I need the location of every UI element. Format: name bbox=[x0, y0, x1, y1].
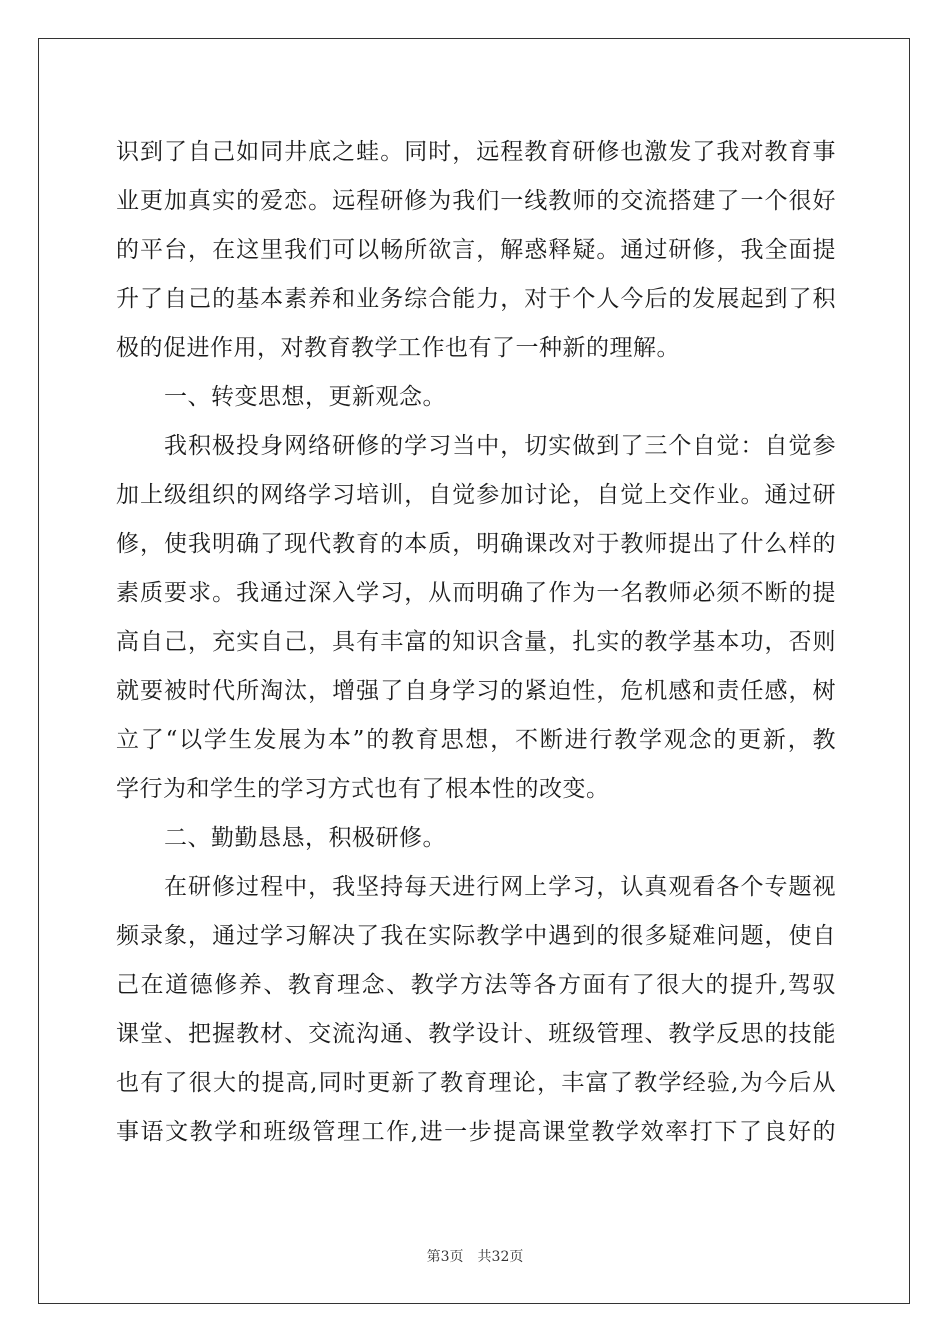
page-footer bbox=[0, 1246, 950, 1266]
text-line: 学行为和学生的学习方式也有了根本性的改变。 bbox=[116, 776, 610, 802]
text-line: 识到了自己如同井底之蛙。同时，远程教育研修也激发了我对教育事 bbox=[116, 139, 836, 165]
text-line: 极的促进作用，对教育教学工作也有了一种新的理解。 bbox=[116, 335, 680, 361]
text-line: 事语文教学和班级管理工作,进一步提高课堂教学效率打下了良好的 bbox=[116, 1119, 836, 1145]
text-line: 加上级组织的网络学习培训，自觉参加讨论，自觉上交作业。通过研 bbox=[116, 482, 836, 508]
text-line: 升了自己的基本素养和业务综合能力，对于个人今后的发展起到了积 bbox=[116, 286, 836, 312]
text-line: 高自己，充实自己，具有丰富的知识含量，扎实的教学基本功，否则 bbox=[116, 629, 836, 655]
text-line: 就要被时代所淘汰，增强了自身学习的紧迫性，危机感和责任感，树 bbox=[116, 678, 836, 704]
text-line: 的平台，在这里我们可以畅所欲言，解惑释疑。通过研修，我全面提 bbox=[116, 237, 836, 263]
text-line: 己在道德修养、教育理念、教学方法等各方面有了很大的提升,驾驭 bbox=[116, 972, 836, 998]
text-line: 素质要求。我通过深入学习，从而明确了作为一名教师必须不断的提 bbox=[116, 580, 836, 606]
page-total: 共32页 bbox=[477, 1249, 524, 1265]
section-heading: 二、勤勤恳恳，积极研修。 bbox=[164, 825, 446, 851]
text-line: 立了“以学生发展为本”的教育思想，不断进行教学观念的更新，教 bbox=[116, 727, 836, 753]
paragraph-first-line: 我积极投身网络研修的学习当中，切实做到了三个自觉：自觉参 bbox=[164, 433, 836, 459]
page-number: 第3页 bbox=[426, 1249, 464, 1265]
text-line: 也有了很大的提高,同时更新了教育理论，丰富了教学经验,为今后从 bbox=[116, 1070, 836, 1096]
paragraph-first-line: 在研修过程中，我坚持每天进行网上学习，认真观看各个专题视 bbox=[164, 874, 836, 900]
text-line: 业更加真实的爱恋。远程研修为我们一线教师的交流搭建了一个很好 bbox=[116, 188, 836, 214]
text-line: 课堂、把握教材、交流沟通、教学设计、班级管理、教学反思的技能 bbox=[116, 1021, 836, 1047]
text-line: 修，使我明确了现代教育的本质，明确课改对于教师提出了什么样的 bbox=[116, 531, 836, 557]
text-line: 频录象，通过学习解决了我在实际教学中遇到的很多疑难问题，使自 bbox=[116, 923, 836, 949]
document-body bbox=[116, 128, 836, 1157]
section-heading: 一、转变思想，更新观念。 bbox=[164, 384, 446, 410]
